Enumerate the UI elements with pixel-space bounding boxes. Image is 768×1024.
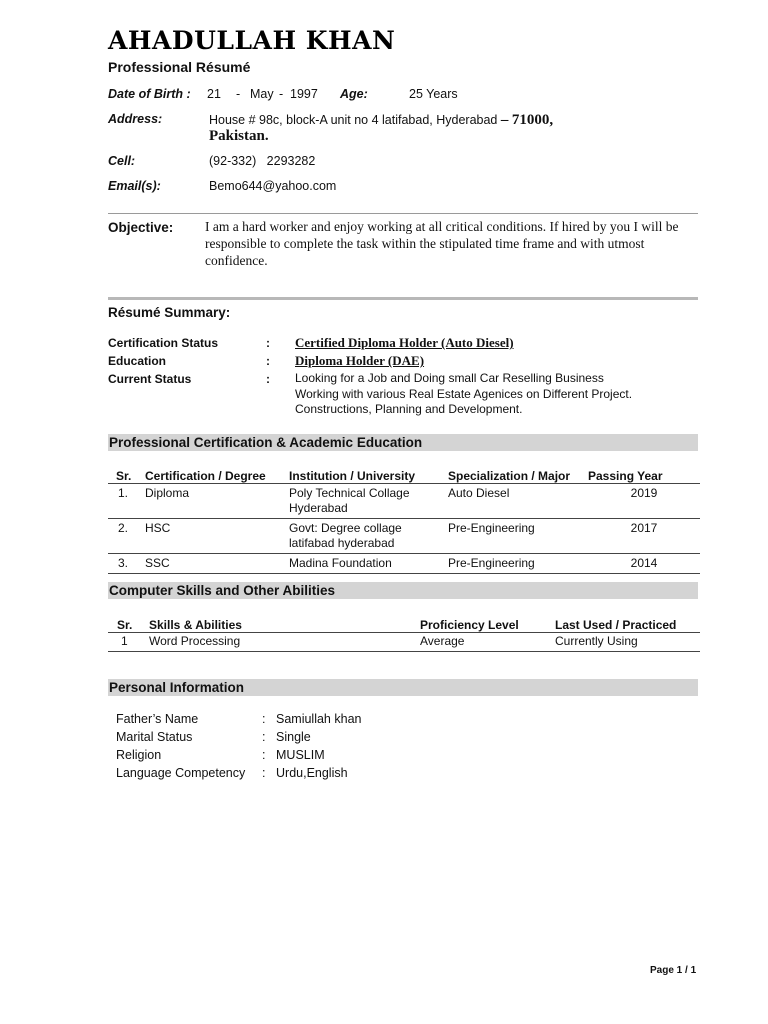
address-zip: 71000, bbox=[511, 112, 554, 128]
column-header: Sr. bbox=[117, 618, 133, 632]
education-heading-text: Professional Certification & Academic Education bbox=[109, 435, 423, 450]
objective-label: Objective: bbox=[108, 220, 174, 235]
column-header: Sr. bbox=[116, 469, 132, 483]
email-label: Email(s): bbox=[108, 179, 161, 193]
institution-line: latifabad hyderabad bbox=[289, 536, 395, 550]
divider bbox=[108, 213, 698, 214]
column-header: Proficiency Level bbox=[420, 618, 519, 632]
address-dash: – bbox=[500, 112, 509, 128]
address-country: Pakistan. bbox=[209, 128, 269, 144]
summary-colon: : bbox=[266, 354, 270, 368]
dob-label: Date of Birth : bbox=[108, 87, 191, 101]
sr-cell: 1 bbox=[121, 634, 128, 648]
institution-line: Madina Foundation bbox=[289, 556, 392, 570]
address-line-1 bbox=[209, 112, 553, 129]
personal-info-colon: : bbox=[262, 766, 266, 780]
institution-cell bbox=[289, 554, 448, 574]
sr-cell: 3. bbox=[118, 556, 129, 570]
personal-info-value: Urdu,English bbox=[276, 766, 348, 780]
institution-cell bbox=[289, 484, 448, 519]
age-value: 25 Years bbox=[409, 87, 458, 101]
personal-info-colon: : bbox=[262, 748, 266, 762]
skill-cell: Word Processing bbox=[149, 634, 241, 648]
year-cell: 2017 bbox=[630, 521, 658, 535]
institution-cell bbox=[289, 519, 448, 554]
major-cell: Auto Diesel bbox=[448, 486, 510, 500]
table-row bbox=[108, 519, 700, 554]
degree-cell: SSC bbox=[145, 556, 170, 570]
summary-label-education: Education bbox=[108, 354, 167, 368]
column-header: Last Used / Practiced bbox=[555, 618, 677, 632]
personal-info-label: Religion bbox=[116, 748, 162, 762]
address-label: Address: bbox=[108, 112, 163, 126]
institution-line: Govt: Degree collage bbox=[289, 521, 402, 535]
status-line: Constructions, Planning and Development. bbox=[295, 402, 523, 416]
candidate-name: AHADULLAH KHAN bbox=[108, 26, 396, 55]
summary-colon: : bbox=[266, 336, 270, 350]
degree-cell: HSC bbox=[145, 521, 171, 535]
column-header: Certification / Degree bbox=[145, 469, 266, 483]
year-cell: 2019 bbox=[630, 486, 658, 500]
personal-info-value: Samiullah khan bbox=[276, 712, 362, 726]
personal-info-value: Single bbox=[276, 730, 311, 744]
sr-cell: 2. bbox=[118, 521, 129, 535]
personal-info-colon: : bbox=[262, 730, 266, 744]
column-header: Skills & Abilities bbox=[149, 618, 242, 632]
page-number: Page 1 / 1 bbox=[650, 965, 697, 976]
personal-info-colon: : bbox=[262, 712, 266, 726]
summary-label-certification: Certification Status bbox=[108, 336, 219, 350]
table-row bbox=[108, 633, 700, 652]
address-street: House # 98c, block-A unit no 4 latifabad, Hyderabad bbox=[209, 113, 498, 127]
table-row bbox=[108, 554, 700, 574]
table-header-row bbox=[108, 614, 700, 633]
summary-colon: : bbox=[266, 372, 270, 386]
column-header: Specialization / Major bbox=[448, 469, 571, 483]
dob-separator: - bbox=[279, 87, 284, 101]
personal-info-heading bbox=[108, 679, 698, 696]
personal-info-label: Father’s Name bbox=[116, 712, 199, 726]
email-value: Bemo644@yahoo.com bbox=[209, 179, 337, 193]
personal-info-label: Marital Status bbox=[116, 730, 193, 744]
skills-heading-text: Computer Skills and Other Abilities bbox=[109, 583, 336, 598]
table-row bbox=[108, 484, 700, 519]
dob-year: 1997 bbox=[290, 87, 318, 101]
institution-line: Poly Technical Collage bbox=[289, 486, 410, 500]
objective-text: I am a hard worker and enjoy working at all critical conditions. If hired by you I will be responsible to complete the task within the stipulated time frame and with utmost confidence. bbox=[205, 219, 679, 268]
major-cell: Pre-Engineering bbox=[448, 521, 535, 535]
skills-heading bbox=[108, 582, 698, 599]
personal-info-value: MUSLIM bbox=[276, 748, 325, 762]
cell-value: (92-332) 2293282 bbox=[209, 154, 316, 168]
education-heading bbox=[108, 434, 698, 451]
education-table bbox=[108, 465, 700, 574]
sr-cell: 1. bbox=[118, 486, 129, 500]
column-header: Passing Year bbox=[588, 469, 663, 483]
institution-line: Hyderabad bbox=[289, 501, 348, 515]
column-header: Institution / University bbox=[289, 469, 416, 483]
personal-info-heading-text: Personal Information bbox=[109, 680, 245, 695]
age-label: Age: bbox=[340, 87, 368, 101]
summary-value-education: Diploma Holder (DAE) bbox=[295, 353, 425, 368]
dob-day: 21 bbox=[207, 87, 221, 101]
year-cell: 2014 bbox=[630, 556, 658, 570]
summary-label-current-status: Current Status bbox=[108, 372, 192, 386]
status-line: Working with various Real Estate Agenices on Different Project. bbox=[295, 386, 633, 401]
cell-label: Cell: bbox=[108, 154, 136, 168]
summary-value-certification: Certified Diploma Holder (Auto Diesel) bbox=[295, 335, 514, 350]
major-cell: Pre-Engineering bbox=[448, 556, 535, 570]
summary-heading: Résumé Summary: bbox=[108, 305, 231, 320]
personal-info-label: Language Competency bbox=[116, 766, 246, 780]
level-cell: Average bbox=[420, 634, 465, 648]
document-subtitle: Professional Résumé bbox=[108, 59, 251, 75]
summary-value-current-status bbox=[295, 371, 632, 418]
degree-cell: Diploma bbox=[145, 486, 190, 500]
table-header-row bbox=[108, 465, 700, 484]
status-line: Looking for a Job and Doing small Car Reselling Business bbox=[295, 371, 604, 385]
last-used-cell: Currently Using bbox=[555, 634, 638, 648]
dob-separator: - bbox=[236, 87, 241, 101]
dob-month: May bbox=[250, 87, 274, 101]
skills-table bbox=[108, 614, 700, 652]
divider bbox=[108, 297, 698, 300]
